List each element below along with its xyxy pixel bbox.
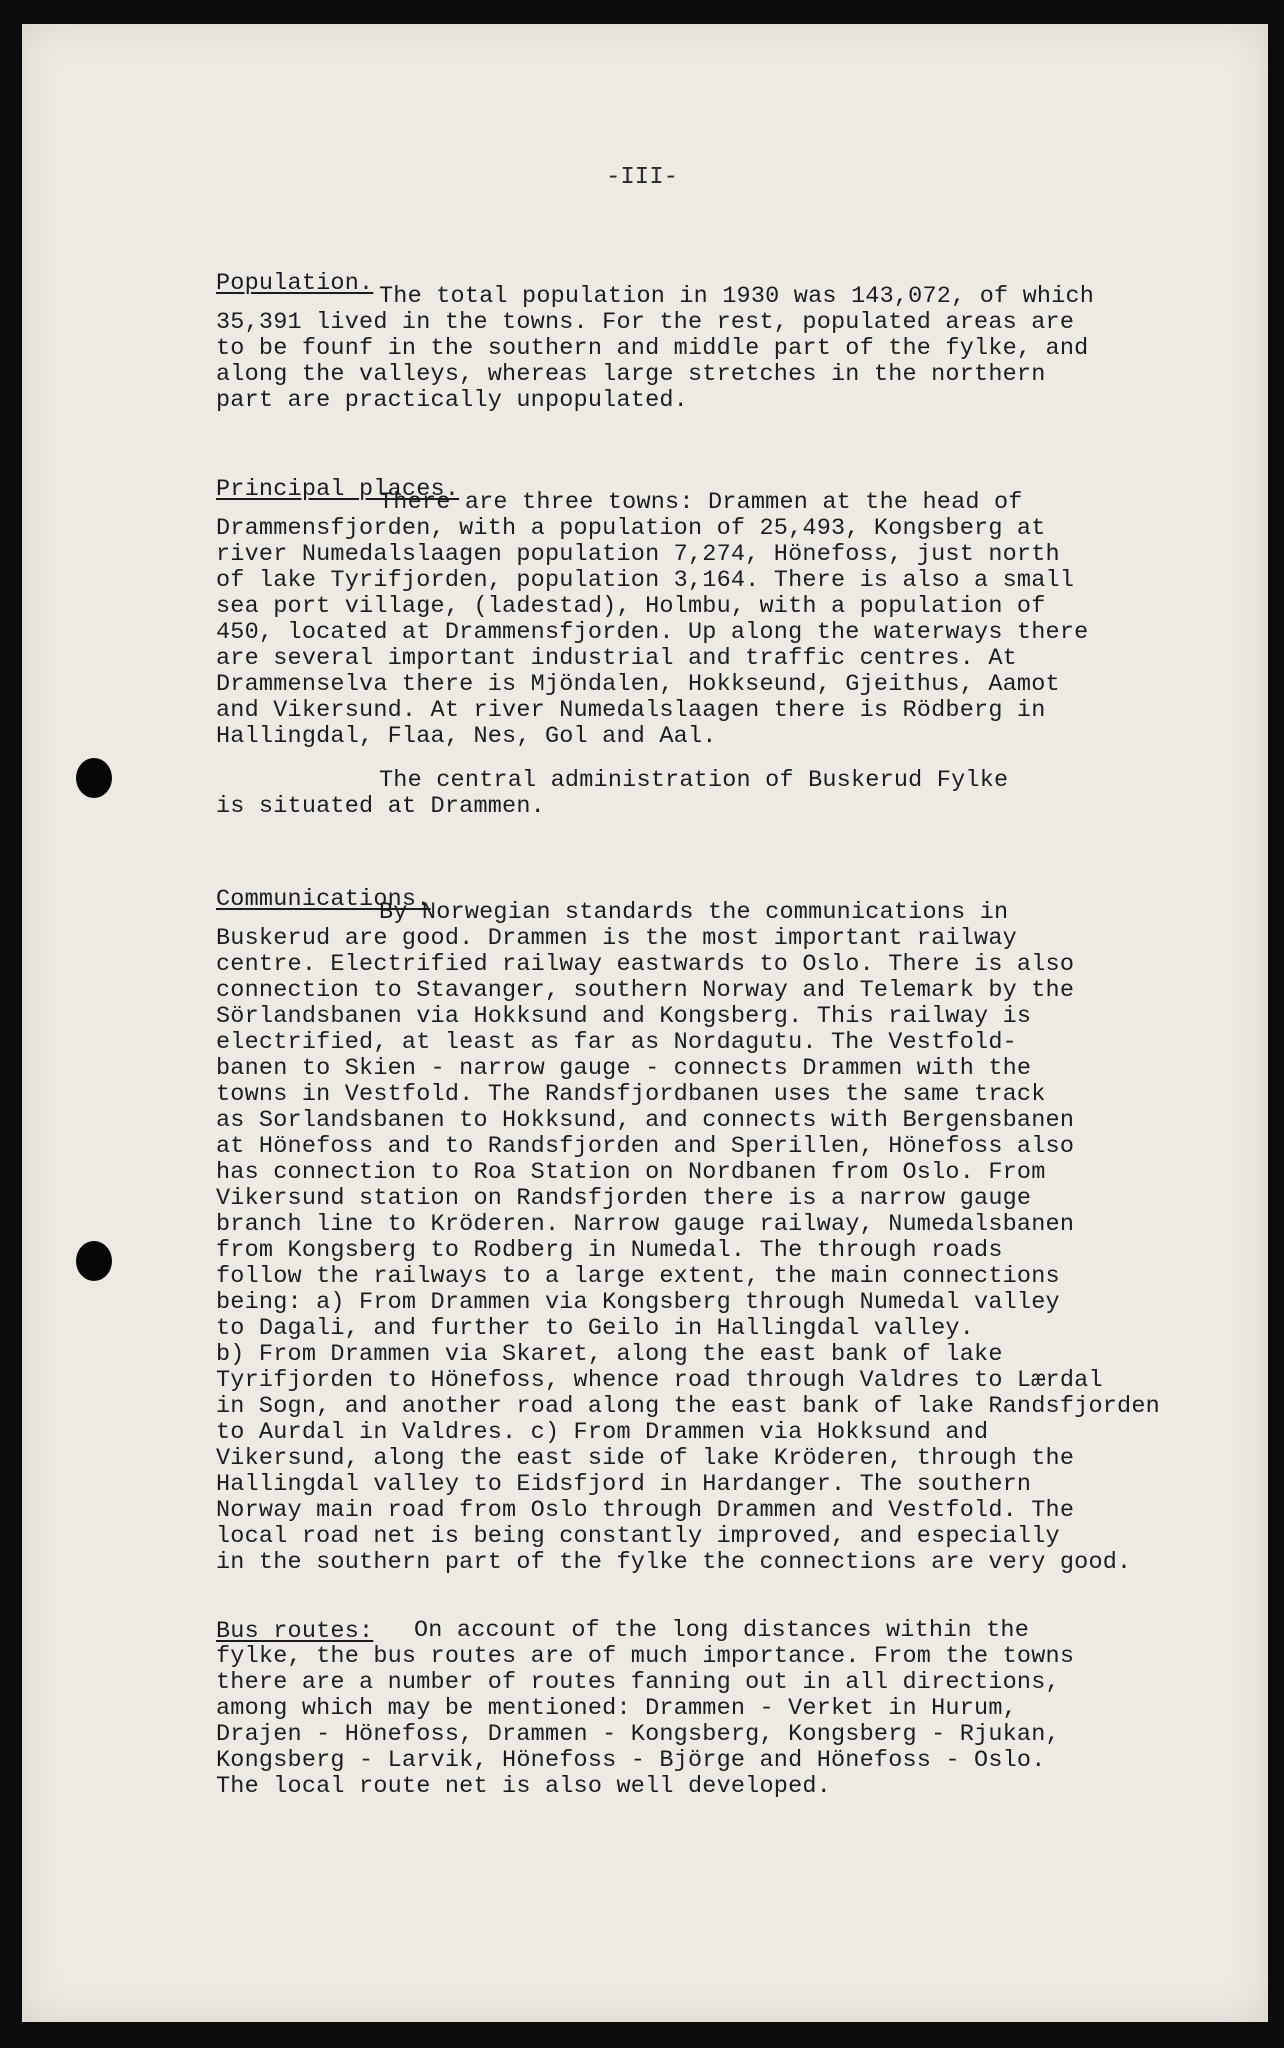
- text-line: from Kongsberg to Rodberg in Numedal. The through roads: [216, 1237, 1003, 1264]
- section-heading: Bus routes:: [216, 1618, 374, 1645]
- text-line: has connection to Roa Station on Nordbanen from Oslo. From: [216, 1159, 1046, 1186]
- text-line: Buskerud are good. Drammen is the most important railway: [216, 925, 1017, 952]
- text-line: Tyrifjorden to Hönefoss, whence road through Valdres to Lærdal: [216, 1367, 1103, 1394]
- text-line: sea port village, (ladestad), Holmbu, with a population of: [216, 593, 1046, 620]
- punch-hole-bottom: [76, 1241, 112, 1281]
- text-line: part are practically unpopulated.: [216, 387, 688, 414]
- text-line: The total population in 1930 was 143,072, of which: [379, 283, 1095, 310]
- text-line: to Dagali, and further to Geilo in Hallingdal valley.: [216, 1315, 975, 1342]
- text-line: centre. Electrified railway eastwards to Oslo. There is also: [216, 951, 1075, 978]
- text-line: On account of the long distances within the: [414, 1617, 1029, 1644]
- page-number: -III-: [606, 164, 679, 191]
- text-line: follow the railways to a large extent, the main connections: [216, 1263, 1060, 1290]
- text-line: being: a) From Drammen via Kongsberg through Numedal valley: [216, 1289, 1060, 1316]
- text-line: Drammenselva there is Mjöndalen, Hokkseund, Gjeithus, Aamot: [216, 671, 1060, 698]
- text-line: in Sogn, and another road along the east bank of lake Randsfjorden: [216, 1393, 1160, 1420]
- text-line: branch line to Kröderen. Narrow gauge railway, Numedalsbanen: [216, 1211, 1075, 1238]
- text-line: to be founf in the southern and middle part of the fylke, and: [216, 335, 1089, 362]
- text-line: Vikersund, along the east side of lake Kröderen, through the: [216, 1445, 1075, 1472]
- text-line: local road net is being constantly improved, and especially: [216, 1523, 1060, 1550]
- text-line: of lake Tyrifjorden, population 3,164. There is also a small: [216, 567, 1075, 594]
- text-line: Kongsberg - Larvik, Hönefoss - Björge and Hönefoss - Oslo.: [216, 1747, 1046, 1774]
- text-line: Vikersund station on Randsfjorden there is a narrow gauge: [216, 1185, 1032, 1212]
- text-line: There are three towns: Drammen at the head of: [379, 489, 1023, 516]
- section-heading: Communications.: [216, 886, 431, 913]
- text-line: 450, located at Drammensfjorden. Up along the waterways there: [216, 619, 1089, 646]
- text-line: and Vikersund. At river Numedalslaagen there is Rödberg in: [216, 697, 1046, 724]
- text-line: to Aurdal in Valdres. c) From Drammen via Hokksund and: [216, 1419, 989, 1446]
- text-line: along the valleys, whereas large stretches in the northern: [216, 361, 1046, 388]
- text-line: Hallingdal valley to Eidsfjord in Hardanger. The southern: [216, 1471, 1032, 1498]
- punch-hole-top: [76, 758, 112, 798]
- text-line: at Hönefoss and to Randsfjorden and Sperillen, Hönefoss also: [216, 1133, 1075, 1160]
- text-line: there are a number of routes fanning out in all directions,: [216, 1669, 1060, 1696]
- text-line: Drammensfjorden, with a population of 25,493, Kongsberg at: [216, 515, 1046, 542]
- text-line: b) From Drammen via Skaret, along the east bank of lake: [216, 1341, 1003, 1368]
- text-line: is situated at Drammen.: [216, 793, 545, 820]
- section-heading: Principal places.: [216, 476, 460, 503]
- text-line: towns in Vestfold. The Randsfjordbanen uses the same track: [216, 1081, 1046, 1108]
- text-line: connection to Stavanger, southern Norway and Telemark by the: [216, 977, 1075, 1004]
- text-line: electrified, at least as far as Nordagutu. The Vestfold-: [216, 1029, 1017, 1056]
- text-line: are several important industrial and traffic centres. At: [216, 645, 1017, 672]
- text-line: as Sorlandsbanen to Hokksund, and connects with Bergensbanen: [216, 1107, 1075, 1134]
- section-heading: Population.: [216, 270, 374, 297]
- text-line: banen to Skien - narrow gauge - connects Drammen with the: [216, 1055, 1032, 1082]
- text-line: By Norwegian standards the communications in: [379, 899, 1009, 926]
- text-line: Sörlandsbanen via Hokksund and Kongsberg. This railway is: [216, 1003, 1032, 1030]
- text-line: Hallingdal, Flaa, Nes, Gol and Aal.: [216, 723, 717, 750]
- text-line: Norway main road from Oslo through Drammen and Vestfold. The: [216, 1497, 1075, 1524]
- text-line: The central administration of Buskerud Fylke: [379, 767, 1009, 794]
- text-line: Drajen - Hönefoss, Drammen - Kongsberg, Kongsberg - Rjukan,: [216, 1721, 1060, 1748]
- text-line: among which may be mentioned: Drammen - Verket in Hurum,: [216, 1695, 1017, 1722]
- text-line: river Numedalslaagen population 7,274, Hönefoss, just north: [216, 541, 1060, 568]
- text-line: fylke, the bus routes are of much importance. From the towns: [216, 1643, 1075, 1670]
- text-line: 35,391 lived in the towns. For the rest, populated areas are: [216, 309, 1075, 336]
- text-line: in the southern part of the fylke the connections are very good.: [216, 1549, 1132, 1576]
- text-line: The local route net is also well developed.: [216, 1773, 831, 1800]
